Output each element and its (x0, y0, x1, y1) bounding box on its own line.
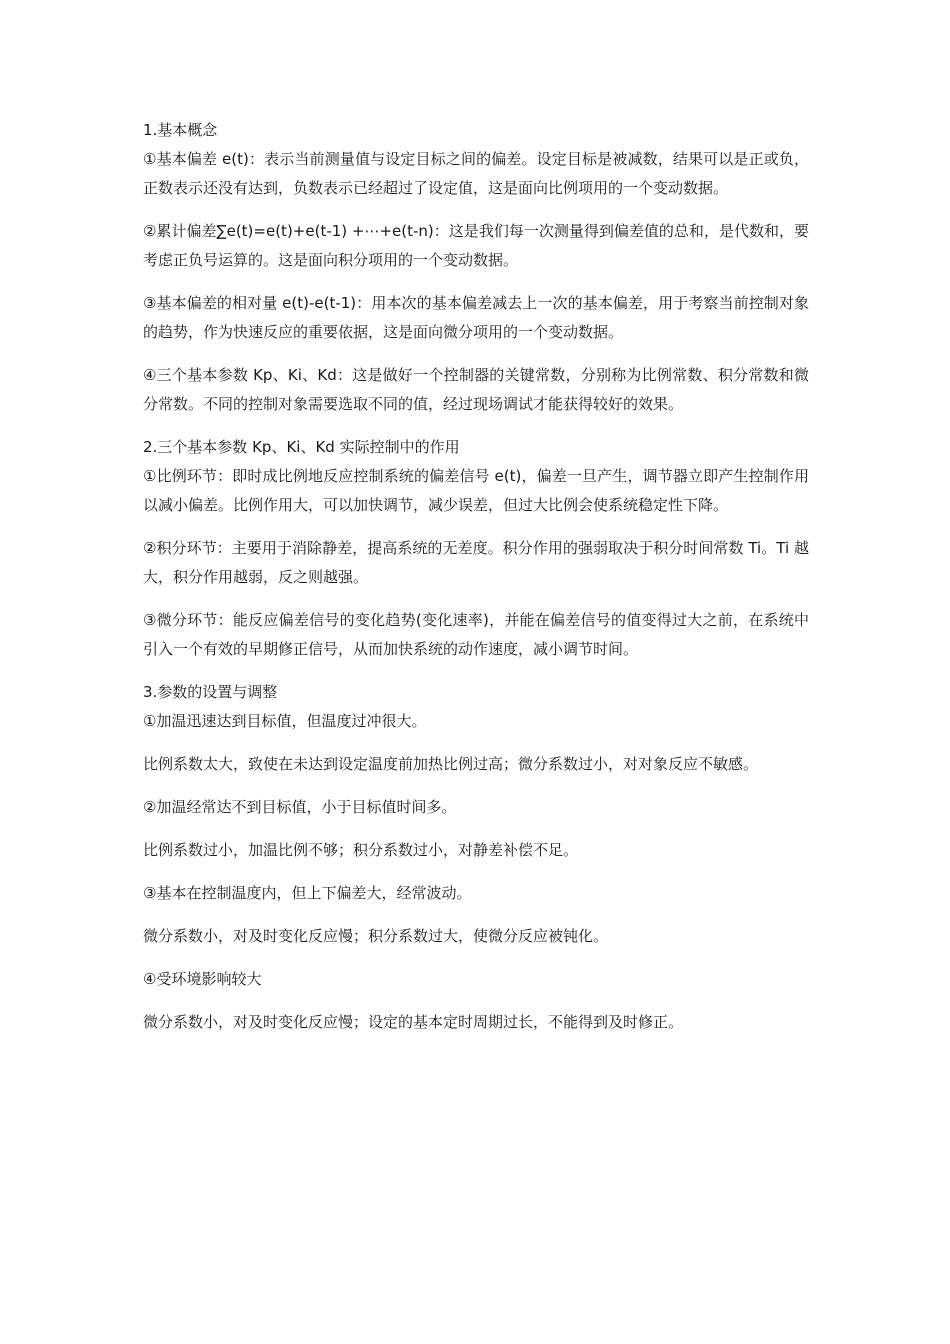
paragraph-case-2-cause: 比例系数过小，加温比例不够；积分系数过小，对静差补偿不足。 (143, 841, 579, 859)
paragraph-three-parameters: ④三个基本参数 Kp、Ki、Kd：这是做好一个控制器的关键常数，分别称为比例常数、积分常数和微分常数。不同的控制对象需要选取不同的值，经过现场调试才能获得较好的效果。 (143, 366, 809, 413)
paragraph-case-3: ③基本在控制温度内，但上下偏差大，经常波动。 (143, 884, 472, 902)
paragraph-case-4-cause: 微分系数小，对及时变化反应慢；设定的基本定时周期过长，不能得到及时修正。 (143, 1013, 684, 1031)
section-heading-1: 1.基本概念 (143, 121, 218, 139)
paragraph-relative-deviation: ③基本偏差的相对量 e(t)-e(t-1)：用本次的基本偏差减去上一次的基本偏差，用于考察当前控制对象的趋势，作为快速反应的重要依据，这是面向微分项用的一个变动数据。 (143, 294, 809, 341)
paragraph-integral: ②积分环节：主要用于消除静差，提高系统的无差度。积分作用的强弱取决于积分时间常数 Ti。Ti 越大，积分作用越弱，反之则越强。 (143, 539, 809, 586)
paragraph-case-3-cause: 微分系数小，对及时变化反应慢；积分系数过大，使微分反应被钝化。 (143, 927, 609, 945)
section-heading-2: 2.三个基本参数 Kp、Ki、Kd 实际控制中的作用 (143, 438, 460, 456)
paragraph-proportional: ①比例环节：即时成比例地反应控制系统的偏差信号 e(t)，偏差一旦产生，调节器立即产生控制作用以减小偏差。比例作用大，可以加快调节，减少误差，但过大比例会使系统稳定性下降。 (143, 467, 809, 514)
paragraph-case-2: ②加温经常达不到目标值，小于目标值时间多。 (143, 798, 457, 816)
paragraph-case-1: ①加温迅速达到目标值，但温度过冲很大。 (143, 712, 427, 730)
paragraph-cumulative-deviation: ②累计偏差∑e(t)=e(t)+e(t-1) +⋯+e(t-n)：这是我们每一次测量得到偏差值的总和，是代数和，要考虑正负号运算的。这是面向积分项用的一个变动数据。 (143, 222, 809, 269)
paragraph-basic-deviation: ①基本偏差 e(t)：表示当前测量值与设定目标之间的偏差。设定目标是被减数，结果可以是正或负，正数表示还没有达到，负数表示已经超过了设定值，这是面向比例项用的一个变动数据。 (143, 150, 809, 197)
section-heading-3: 3.参数的设置与调整 (143, 683, 278, 701)
paragraph-case-4: ④受环境影响较大 (143, 970, 262, 988)
paragraph-derivative: ③微分环节：能反应偏差信号的变化趋势(变化速率)，并能在偏差信号的值变得过大之前，在系统中引入一个有效的早期修正信号，从而加快系统的动作速度，减小调节时间。 (143, 611, 809, 658)
paragraph-case-1-cause: 比例系数太大，致使在未达到设定温度前加热比例过高；微分系数过小，对对象反应不敏感。 (143, 755, 759, 773)
document-page (143, 116, 809, 1037)
